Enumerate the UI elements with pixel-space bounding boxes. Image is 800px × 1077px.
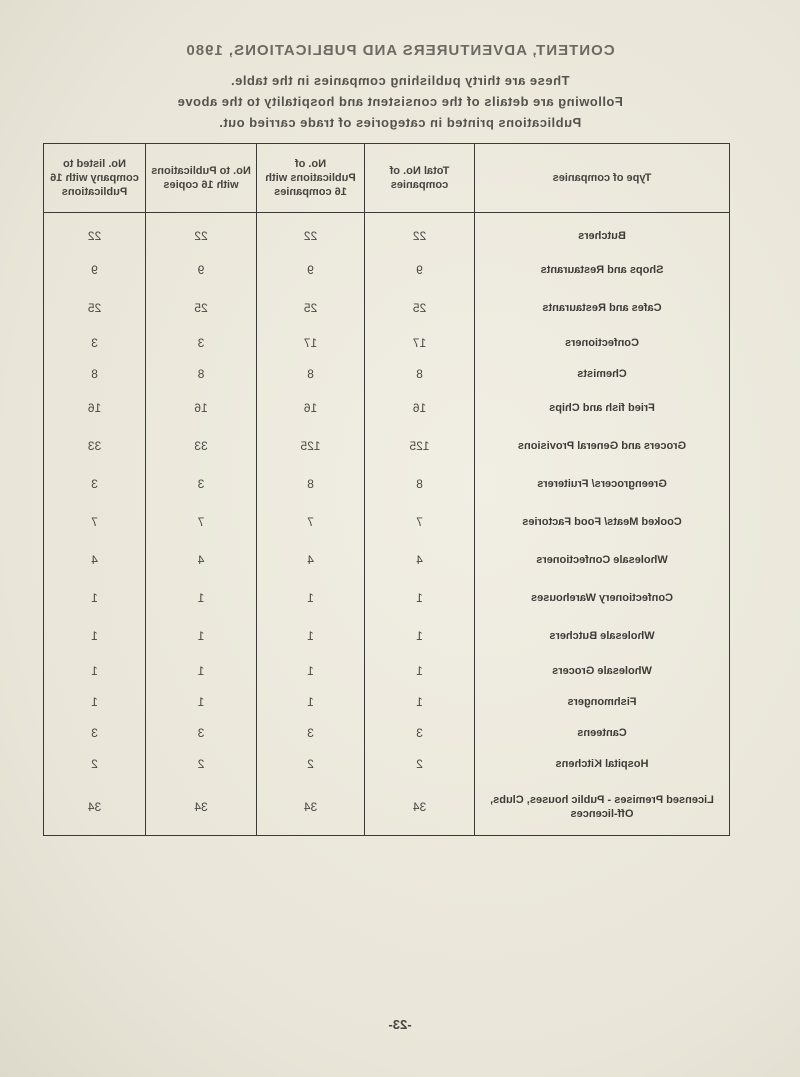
row-col4: 2: [44, 748, 146, 779]
row-category: Cafes and Restaurants: [475, 289, 730, 327]
row-col1: 7: [365, 503, 475, 541]
page-number: -23-: [388, 1017, 412, 1032]
row-col1: 22: [365, 213, 475, 252]
row-category: Confectioners: [475, 327, 730, 358]
row-col2: 1: [257, 686, 365, 717]
running-head: CONTENT, ADVENTURERS AND PUBLICATIONS, 1980: [185, 42, 615, 59]
row-col4: 3: [44, 717, 146, 748]
table-row: [44, 686, 730, 717]
header-col2: No. of Publications with 16 companies: [257, 144, 365, 213]
row-col2: 1: [257, 617, 365, 655]
row-col4: 1: [44, 655, 146, 686]
row-col3: 1: [146, 686, 257, 717]
row-col4: 1: [44, 617, 146, 655]
row-col2: 3: [257, 717, 365, 748]
row-category: Cooked Meats/ Food Factories: [475, 503, 730, 541]
row-category: Confectionery Warehouses: [475, 579, 730, 617]
table-row: [44, 617, 730, 655]
row-col4: 4: [44, 541, 146, 579]
table-row: [44, 503, 730, 541]
row-col2: 1: [257, 579, 365, 617]
row-col3: 1: [146, 617, 257, 655]
header-col1: Total No. of companies: [365, 144, 475, 213]
row-category: Chemists: [475, 358, 730, 389]
row-category: Fishmongers: [475, 686, 730, 717]
row-col3: 3: [146, 465, 257, 503]
row-col1: 8: [365, 465, 475, 503]
intro-line-2: Following are details of the consistent and hospitality to the above: [177, 94, 623, 109]
row-col3: 4: [146, 541, 257, 579]
table-row: [44, 213, 730, 252]
table-row: [44, 251, 730, 289]
row-col2: 4: [257, 541, 365, 579]
row-col3: 2: [146, 748, 257, 779]
row-col4: 9: [44, 251, 146, 289]
row-category: Greengrocers/ Fruiterers: [475, 465, 730, 503]
table-row: [44, 358, 730, 389]
row-col1: 4: [365, 541, 475, 579]
row-col3: 7: [146, 503, 257, 541]
row-col2: 8: [257, 358, 365, 389]
table-row: [44, 748, 730, 779]
row-col1: 34: [365, 779, 475, 836]
row-category: Grocers and General Provisions: [475, 427, 730, 465]
row-category: Licensed Premises - Public houses, Clubs, Off-licences: [475, 779, 730, 836]
row-col4: 3: [44, 327, 146, 358]
table-header-row: [44, 144, 730, 213]
row-col3: 33: [146, 427, 257, 465]
row-col4: 1: [44, 686, 146, 717]
row-col1: 3: [365, 717, 475, 748]
row-col4: 8: [44, 358, 146, 389]
row-col1: 1: [365, 686, 475, 717]
row-category: Wholesale Confectioners: [475, 541, 730, 579]
row-col3: 16: [146, 389, 257, 427]
row-col2: 34: [257, 779, 365, 836]
table-row: [44, 465, 730, 503]
row-col2: 8: [257, 465, 365, 503]
table-row: [44, 427, 730, 465]
row-col1: 2: [365, 748, 475, 779]
row-col1: 8: [365, 358, 475, 389]
row-col2: 125: [257, 427, 365, 465]
row-col2: 9: [257, 251, 365, 289]
row-category: Canteens: [475, 717, 730, 748]
row-col4: 34: [44, 779, 146, 836]
row-col2: 25: [257, 289, 365, 327]
row-col1: 25: [365, 289, 475, 327]
row-col3: 22: [146, 213, 257, 252]
row-col3: 34: [146, 779, 257, 836]
row-col4: 25: [44, 289, 146, 327]
row-col1: 1: [365, 655, 475, 686]
row-col2: 2: [257, 748, 365, 779]
row-col4: 7: [44, 503, 146, 541]
header-col4: No. listed to company with 16 Publications: [44, 144, 146, 213]
row-col3: 1: [146, 579, 257, 617]
premises-table: [43, 143, 730, 836]
row-category: Wholesale Grocers: [475, 655, 730, 686]
row-col4: 16: [44, 389, 146, 427]
row-col2: 16: [257, 389, 365, 427]
table-row: [44, 579, 730, 617]
row-col3: 25: [146, 289, 257, 327]
row-col1: 1: [365, 579, 475, 617]
table-row: [44, 779, 730, 836]
row-col3: 1: [146, 655, 257, 686]
header-category: Type of companies: [475, 144, 730, 213]
row-col2: 1: [257, 655, 365, 686]
row-col4: 1: [44, 579, 146, 617]
row-col4: 33: [44, 427, 146, 465]
row-col3: 9: [146, 251, 257, 289]
row-col1: 9: [365, 251, 475, 289]
row-category: Butchers: [475, 213, 730, 252]
row-col3: 8: [146, 358, 257, 389]
row-col2: 17: [257, 327, 365, 358]
table-row: [44, 289, 730, 327]
row-col1: 16: [365, 389, 475, 427]
row-col3: 3: [146, 327, 257, 358]
table-row: [44, 389, 730, 427]
row-col1: 1: [365, 617, 475, 655]
row-category: Wholesale Butchers: [475, 617, 730, 655]
table-row: [44, 655, 730, 686]
row-col1: 125: [365, 427, 475, 465]
row-col4: 3: [44, 465, 146, 503]
intro-line-1: These are thirty publishing companies in the table.: [230, 73, 570, 88]
row-col2: 22: [257, 213, 365, 252]
table-row: [44, 327, 730, 358]
row-col4: 22: [44, 213, 146, 252]
table-row: [44, 717, 730, 748]
table-row: [44, 541, 730, 579]
row-category: Shops and Restaurants: [475, 251, 730, 289]
header-col3: No. to Publications with 16 copies: [146, 144, 257, 213]
intro-line-3: Publications printed in categories of trade carried out.: [218, 115, 582, 130]
row-category: Fried fish and Chips: [475, 389, 730, 427]
row-category: Hospital Kitchens: [475, 748, 730, 779]
row-col3: 3: [146, 717, 257, 748]
row-col1: 17: [365, 327, 475, 358]
row-col2: 7: [257, 503, 365, 541]
